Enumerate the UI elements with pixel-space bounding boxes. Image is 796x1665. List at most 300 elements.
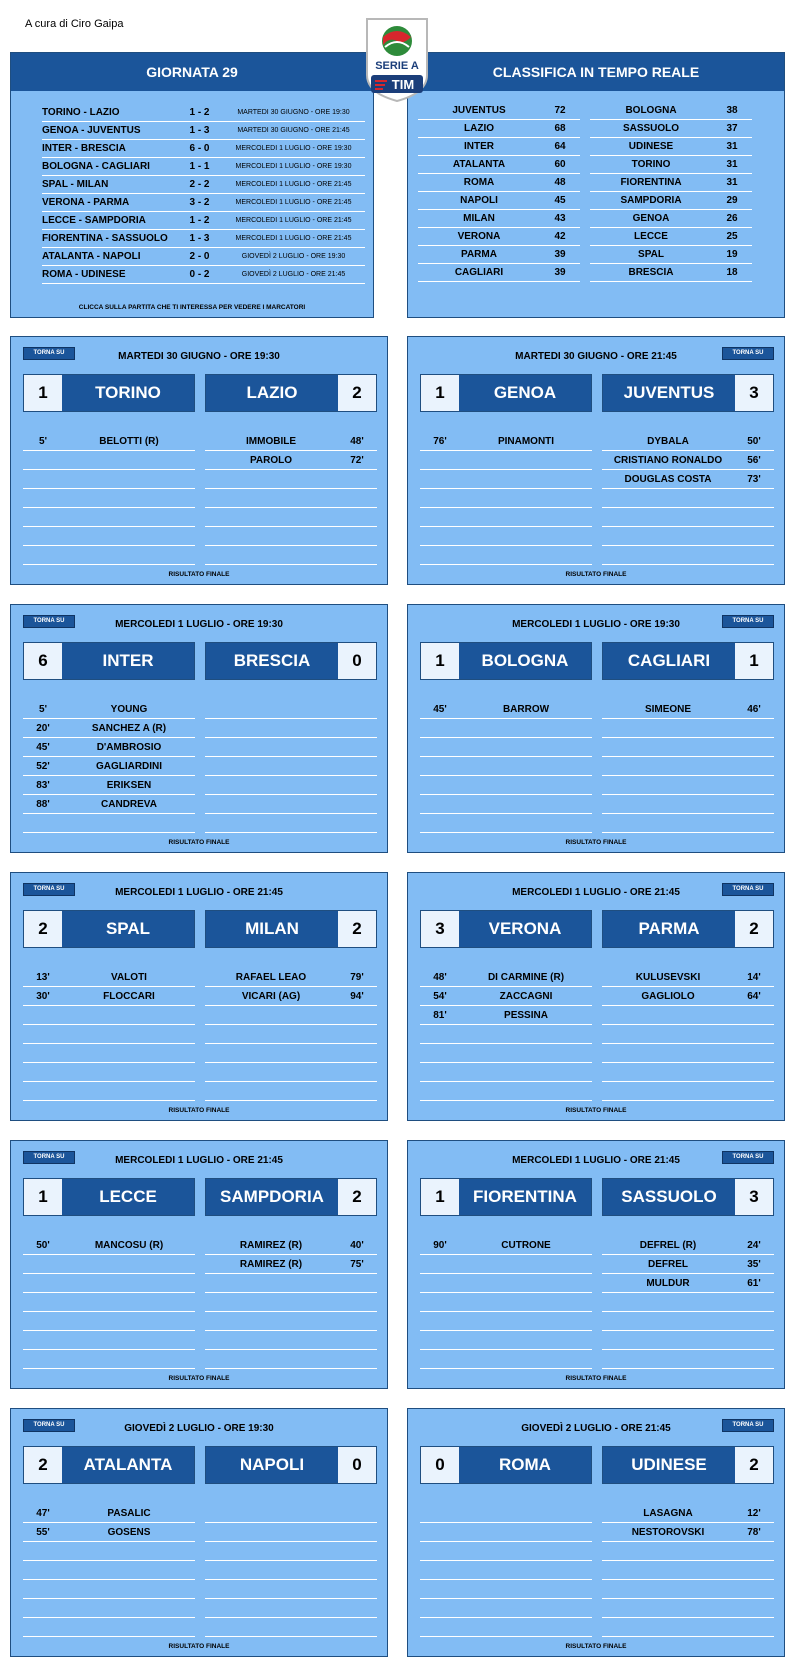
standings-row <box>418 101 580 120</box>
scorer-line <box>205 757 377 776</box>
scorer-line <box>420 527 592 546</box>
home-team-bar <box>23 910 195 948</box>
scorer-line <box>205 776 377 795</box>
fixture-score: 1 - 1 <box>189 160 210 172</box>
fixture-row[interactable] <box>42 103 365 122</box>
scorer-line <box>420 1542 592 1561</box>
fixture-score: 1 - 3 <box>189 124 210 136</box>
away-team-bar <box>602 910 774 948</box>
final-result-label: RISULTATO FINALE <box>565 1643 627 1650</box>
standings-team: MILAN <box>463 212 495 224</box>
away-team-bar <box>602 1446 774 1484</box>
scorer-line <box>420 987 592 1006</box>
scorer-line <box>23 1312 195 1331</box>
scorer-line <box>602 1006 774 1025</box>
standings-points: 48 <box>554 176 566 188</box>
standings-row <box>418 155 580 174</box>
home-team-name: TORINO <box>62 375 194 411</box>
away-team-name: LAZIO <box>206 375 338 411</box>
scorer-line <box>420 1350 592 1369</box>
scorer-line <box>602 451 774 470</box>
home-score: 0 <box>421 1447 459 1483</box>
final-result-label: RISULTATO FINALE <box>168 1375 230 1382</box>
goal-minute: 79' <box>350 971 364 983</box>
scorer-line <box>23 1542 195 1561</box>
goal-minute: 75' <box>350 1258 364 1270</box>
goal-minute: 55' <box>36 1526 50 1538</box>
standings-team: BOLOGNA <box>625 104 677 116</box>
fixture-row[interactable] <box>42 229 365 248</box>
torna-su-button[interactable]: TORNA SU <box>23 347 75 360</box>
final-result-label: RISULTATO FINALE <box>168 571 230 578</box>
scorer-line <box>205 1542 377 1561</box>
away-score: 3 <box>735 375 773 411</box>
scorer-line <box>23 451 195 470</box>
standings-points: 60 <box>554 158 566 170</box>
away-team-name: PARMA <box>603 911 735 947</box>
scorer-line <box>23 814 195 833</box>
torna-su-button[interactable]: TORNA SU <box>23 1151 75 1164</box>
torna-su-button[interactable]: TORNA SU <box>722 883 774 896</box>
goal-scorer: LASAGNA <box>643 1507 693 1519</box>
goal-minute: 50' <box>36 1239 50 1251</box>
torna-su-button[interactable]: TORNA SU <box>722 1419 774 1432</box>
standings-team: JUVENTUS <box>452 104 506 116</box>
fixture-score: 1 - 3 <box>189 232 210 244</box>
goal-minute: 56' <box>747 454 761 466</box>
torna-su-button[interactable]: TORNA SU <box>722 347 774 360</box>
scorer-line <box>602 489 774 508</box>
scorer-line <box>205 814 377 833</box>
match-date: MERCOLEDI 1 LUGLIO - ORE 19:30 <box>115 619 283 630</box>
scorer-line <box>602 719 774 738</box>
match-date: MERCOLEDI 1 LUGLIO - ORE 21:45 <box>512 1155 680 1166</box>
match-date: MERCOLEDI 1 LUGLIO - ORE 21:45 <box>115 887 283 898</box>
goal-minute: 83' <box>36 779 50 791</box>
scorer-line <box>420 1255 592 1274</box>
away-scorers <box>602 700 774 833</box>
scorer-line <box>23 1255 195 1274</box>
scorer-line <box>420 1063 592 1082</box>
home-score: 3 <box>421 911 459 947</box>
scorer-line <box>420 700 592 719</box>
torna-su-button[interactable]: TORNA SU <box>23 883 75 896</box>
away-score: 2 <box>338 1179 376 1215</box>
scorer-line <box>602 1523 774 1542</box>
scorer-line <box>23 1504 195 1523</box>
scorer-line <box>23 1331 195 1350</box>
home-score: 6 <box>24 643 62 679</box>
giornata-title: GIORNATA 29 <box>11 53 373 91</box>
away-score: 2 <box>338 375 376 411</box>
scorer-line <box>602 1350 774 1369</box>
fixture-date: GIOVEDÌ 2 LUGLIO - ORE 21:45 <box>241 270 346 278</box>
scorer-line <box>420 1044 592 1063</box>
home-team-name: INTER <box>62 643 194 679</box>
scorer-line <box>205 1312 377 1331</box>
goal-minute: 48' <box>350 435 364 447</box>
scorer-line <box>23 1274 195 1293</box>
goal-scorer: GAGLIARDINI <box>95 760 163 772</box>
fixture-row[interactable] <box>42 139 365 158</box>
home-scorers <box>23 1504 195 1637</box>
home-team-bar <box>420 910 592 948</box>
goal-minute: 35' <box>747 1258 761 1270</box>
scorer-line <box>205 1255 377 1274</box>
scorer-line <box>602 700 774 719</box>
scorer-line <box>602 1082 774 1101</box>
away-scorers <box>602 968 774 1101</box>
scorer-line <box>420 1006 592 1025</box>
scorer-line <box>205 1044 377 1063</box>
final-result-label: RISULTATO FINALE <box>565 1107 627 1114</box>
match-panel <box>10 604 388 853</box>
fixture-teams: INTER - BRESCIA <box>42 142 126 154</box>
scorer-line <box>205 719 377 738</box>
scorer-line <box>205 1599 377 1618</box>
scorer-line <box>23 1599 195 1618</box>
goal-minute: 64' <box>747 990 761 1002</box>
goal-scorer: MANCOSU (R) <box>94 1239 164 1251</box>
standings-row <box>418 191 580 210</box>
standings-row <box>418 263 580 282</box>
logo-tim-text: TIM <box>391 77 415 92</box>
away-team-bar <box>205 1446 377 1484</box>
scorer-line <box>205 527 377 546</box>
scorer-line <box>205 1236 377 1255</box>
scorer-line <box>205 508 377 527</box>
scorer-line <box>602 1293 774 1312</box>
scorer-line <box>420 546 592 565</box>
scorer-line <box>23 968 195 987</box>
standings-points: 42 <box>554 230 566 242</box>
fixture-teams: LECCE - SAMPDORIA <box>42 214 146 226</box>
goal-scorer: GOSENS <box>107 1526 151 1538</box>
match-date: MERCOLEDI 1 LUGLIO - ORE 19:30 <box>512 619 680 630</box>
scorer-line <box>602 738 774 757</box>
scorer-line <box>420 489 592 508</box>
standings-points: 31 <box>726 176 738 188</box>
scorer-line <box>602 776 774 795</box>
standings-row <box>418 173 580 192</box>
home-team-name: ATALANTA <box>62 1447 194 1483</box>
scorer-line <box>23 546 195 565</box>
scorer-line <box>420 814 592 833</box>
final-result-label: RISULTATO FINALE <box>565 1375 627 1382</box>
fixture-row[interactable] <box>42 247 365 266</box>
goal-scorer: DYBALA <box>647 435 689 447</box>
standings-points: 19 <box>726 248 738 260</box>
home-score: 1 <box>421 375 459 411</box>
goal-scorer: D'AMBROSIO <box>96 741 162 753</box>
match-date: GIOVEDÌ 2 LUGLIO - ORE 19:30 <box>124 1423 274 1434</box>
home-scorers <box>420 1504 592 1637</box>
standings-team: SAMPDORIA <box>620 194 682 206</box>
scorer-line <box>420 795 592 814</box>
standings-row <box>590 209 752 228</box>
standings-team: ATALANTA <box>452 158 506 170</box>
scorer-line <box>23 1350 195 1369</box>
standings-row <box>590 137 752 156</box>
away-score: 0 <box>338 1447 376 1483</box>
scorer-line <box>23 527 195 546</box>
home-score: 1 <box>24 375 62 411</box>
goal-scorer: PASALIC <box>107 1507 151 1519</box>
away-score: 0 <box>338 643 376 679</box>
home-scorers <box>420 968 592 1101</box>
final-result-label: RISULTATO FINALE <box>565 839 627 846</box>
goal-minute: 48' <box>433 971 447 983</box>
standings-row <box>418 245 580 264</box>
scorer-line <box>23 738 195 757</box>
scorer-line <box>205 1523 377 1542</box>
away-team-name: BRESCIA <box>206 643 338 679</box>
scorer-line <box>602 1312 774 1331</box>
goal-minute: 78' <box>747 1526 761 1538</box>
match-panel <box>10 1140 388 1389</box>
fixture-date: MERCOLEDI 1 LUGLIO - ORE 21:45 <box>235 180 352 188</box>
goal-scorer: CRISTIANO RONALDO <box>613 454 723 466</box>
away-team-bar <box>205 1178 377 1216</box>
goal-minute: 52' <box>36 760 50 772</box>
scorer-line <box>205 546 377 565</box>
standings-team: SPAL <box>638 248 664 260</box>
match-panel <box>10 872 388 1121</box>
fixture-row[interactable] <box>42 211 365 230</box>
match-date: GIOVEDÌ 2 LUGLIO - ORE 21:45 <box>521 1423 671 1434</box>
fixture-date: MERCOLEDI 1 LUGLIO - ORE 21:45 <box>235 216 352 224</box>
away-score: 1 <box>735 643 773 679</box>
goal-scorer: PAROLO <box>249 454 293 466</box>
fixture-row[interactable] <box>42 193 365 212</box>
scorer-line <box>420 508 592 527</box>
scorer-line <box>420 1025 592 1044</box>
standings-row <box>418 137 580 156</box>
fixture-teams: SPAL - MILAN <box>42 178 109 190</box>
away-team-bar <box>205 910 377 948</box>
scorer-line <box>205 738 377 757</box>
scorer-line <box>205 1331 377 1350</box>
fixture-date: MARTEDI 30 GIUGNO - ORE 19:30 <box>237 108 350 116</box>
home-team-bar <box>23 374 195 412</box>
final-result-label: RISULTATO FINALE <box>168 839 230 846</box>
scorer-line <box>23 757 195 776</box>
home-scorers <box>420 1236 592 1369</box>
away-scorers <box>205 1236 377 1369</box>
fixture-score: 2 - 0 <box>189 250 210 262</box>
scorer-line <box>602 470 774 489</box>
scorer-line <box>23 432 195 451</box>
standings-row <box>418 227 580 246</box>
logo-serie-a-text: SERIE A <box>375 60 419 72</box>
fixture-teams: VERONA - PARMA <box>42 196 130 208</box>
standings-team: FIORENTINA <box>620 176 682 188</box>
home-team-bar <box>420 1446 592 1484</box>
serie-a-logo <box>363 15 431 103</box>
fixture-date: GIOVEDÌ 2 LUGLIO - ORE 19:30 <box>241 252 346 260</box>
home-team-name: LECCE <box>62 1179 194 1215</box>
standings-points: 31 <box>726 158 738 170</box>
away-team-bar <box>205 374 377 412</box>
standings-points: 68 <box>554 122 566 134</box>
goal-minute: 45' <box>36 741 50 753</box>
goal-scorer: RAFAEL LEAO <box>235 971 307 983</box>
away-team-bar <box>602 374 774 412</box>
standings-team: LECCE <box>634 230 668 242</box>
goal-minute: 73' <box>747 473 761 485</box>
goal-scorer: SIMEONE <box>644 703 692 715</box>
fixture-row[interactable] <box>42 157 365 176</box>
home-team-name: VERONA <box>459 911 591 947</box>
standings-team: INTER <box>464 140 494 152</box>
match-panel <box>10 1408 388 1657</box>
match-date: MERCOLEDI 1 LUGLIO - ORE 21:45 <box>512 887 680 898</box>
standings-points: 25 <box>726 230 738 242</box>
home-score: 1 <box>421 1179 459 1215</box>
scorer-line <box>602 814 774 833</box>
standings-team: LAZIO <box>464 122 494 134</box>
fixture-teams: BOLOGNA - CAGLIARI <box>42 160 150 172</box>
final-result-label: RISULTATO FINALE <box>168 1107 230 1114</box>
goal-minute: 45' <box>433 703 447 715</box>
standings-team: GENOA <box>632 212 670 224</box>
standings-points: 31 <box>726 140 738 152</box>
away-scorers <box>602 1236 774 1369</box>
scorer-line <box>602 1599 774 1618</box>
scorer-line <box>23 987 195 1006</box>
fixture-teams: ROMA - UDINESE <box>42 268 126 280</box>
scorer-line <box>205 1504 377 1523</box>
scorer-line <box>205 470 377 489</box>
standings-team: CAGLIARI <box>454 266 504 278</box>
home-scorers <box>23 968 195 1101</box>
goal-minute: 5' <box>39 435 47 447</box>
goal-scorer: DEFREL (R) <box>639 1239 697 1251</box>
goal-scorer: CANDREVA <box>101 798 157 810</box>
goal-minute: 5' <box>39 703 47 715</box>
scorer-line <box>420 470 592 489</box>
final-result-label: RISULTATO FINALE <box>168 1643 230 1650</box>
home-scorers <box>420 700 592 833</box>
away-score: 3 <box>735 1179 773 1215</box>
scorer-line <box>602 1542 774 1561</box>
scorer-line <box>420 1599 592 1618</box>
goal-scorer: RAMIREZ (R) <box>239 1258 303 1270</box>
scorer-line <box>205 451 377 470</box>
scorer-line <box>420 451 592 470</box>
goal-scorer: DEFREL <box>648 1258 688 1270</box>
standings-row <box>590 173 752 192</box>
goal-scorer: PESSINA <box>504 1009 548 1021</box>
scorer-line <box>602 1561 774 1580</box>
scorer-line <box>602 527 774 546</box>
torna-su-button[interactable]: TORNA SU <box>722 1151 774 1164</box>
home-team-bar <box>420 1178 592 1216</box>
away-team-name: MILAN <box>206 911 338 947</box>
standings-points: 39 <box>554 266 566 278</box>
standings-team: PARMA <box>461 248 497 260</box>
fixture-score: 1 - 2 <box>189 214 210 226</box>
scorer-line <box>205 700 377 719</box>
scorer-line <box>205 795 377 814</box>
goal-scorer: ERIKSEN <box>106 779 152 791</box>
goal-minute: 54' <box>433 990 447 1002</box>
standings-team: UDINESE <box>628 140 674 152</box>
match-panel <box>407 1408 785 1657</box>
goal-minute: 46' <box>747 703 761 715</box>
away-score: 2 <box>735 911 773 947</box>
scorer-line <box>23 1025 195 1044</box>
standings-row <box>590 227 752 246</box>
away-team-name: JUVENTUS <box>603 375 735 411</box>
fixture-row[interactable] <box>42 175 365 194</box>
home-scorers <box>23 700 195 833</box>
standings-team: SASSUOLO <box>622 122 680 134</box>
match-panel <box>10 336 388 585</box>
goal-scorer: ZACCAGNI <box>499 990 553 1002</box>
scorer-line <box>420 432 592 451</box>
goal-minute: 30' <box>36 990 50 1002</box>
scorer-line <box>23 700 195 719</box>
goal-minute: 47' <box>36 1507 50 1519</box>
goal-minute: 50' <box>747 435 761 447</box>
scorer-line <box>420 719 592 738</box>
goal-minute: 76' <box>433 435 447 447</box>
match-panel <box>407 872 785 1121</box>
torna-su-button[interactable]: TORNA SU <box>722 615 774 628</box>
home-team-name: SPAL <box>62 911 194 947</box>
torna-su-button[interactable]: TORNA SU <box>23 1419 75 1432</box>
scorer-line <box>23 1580 195 1599</box>
goal-scorer: NESTOROVSKI <box>631 1526 705 1538</box>
fixture-row[interactable] <box>42 121 365 140</box>
scorer-line <box>23 776 195 795</box>
match-date: MARTEDI 30 GIUGNO - ORE 19:30 <box>118 351 280 362</box>
goal-minute: 72' <box>350 454 364 466</box>
scorer-line <box>23 1044 195 1063</box>
giornata-footer-note: CLICCA SULLA PARTITA CHE TI INTERESSA PER VEDERE I MARCATORI <box>78 304 306 311</box>
scorer-line <box>205 1006 377 1025</box>
scorer-line <box>420 757 592 776</box>
scorer-line <box>420 1504 592 1523</box>
scorer-line <box>420 1274 592 1293</box>
goal-scorer: IMMOBILE <box>246 435 296 447</box>
goal-minute: 40' <box>350 1239 364 1251</box>
scorer-line <box>420 1561 592 1580</box>
home-team-name: GENOA <box>459 375 591 411</box>
home-score: 1 <box>421 643 459 679</box>
goal-minute: 12' <box>747 1507 761 1519</box>
goal-scorer: VICARI (AG) <box>241 990 301 1002</box>
standings-team: VERONA <box>457 230 501 242</box>
fixture-row[interactable] <box>42 265 365 284</box>
home-team-name: ROMA <box>459 1447 591 1483</box>
home-score: 2 <box>24 1447 62 1483</box>
torna-su-button[interactable]: TORNA SU <box>23 615 75 628</box>
away-team-bar <box>205 642 377 680</box>
scorer-line <box>602 1044 774 1063</box>
away-scorers <box>205 968 377 1101</box>
scorer-line <box>23 1063 195 1082</box>
away-team-bar <box>602 1178 774 1216</box>
scorer-line <box>420 1312 592 1331</box>
scorer-line <box>23 1618 195 1637</box>
scorer-line <box>23 1006 195 1025</box>
standings-team: TORINO <box>631 158 671 170</box>
classifica-title: CLASSIFICA IN TEMPO REALE <box>408 53 784 91</box>
away-team-name: UDINESE <box>603 1447 735 1483</box>
scorer-line <box>420 738 592 757</box>
